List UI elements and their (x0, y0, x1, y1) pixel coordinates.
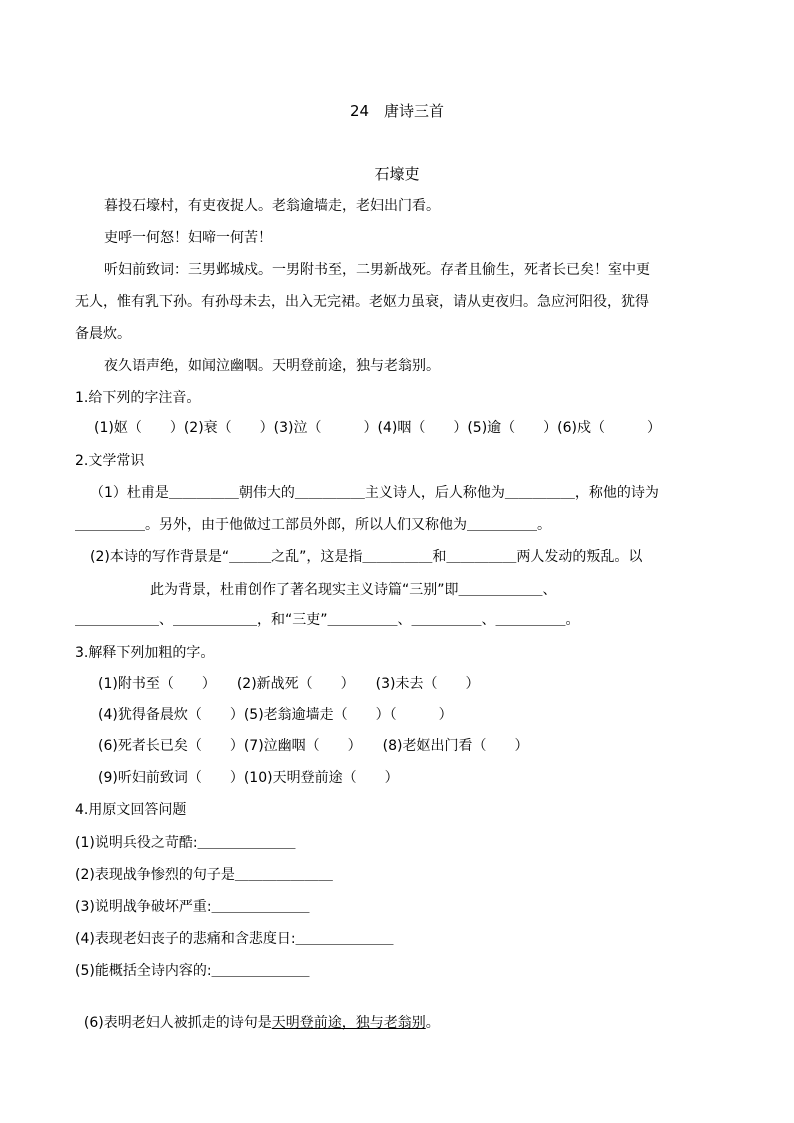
poem-line: 夜久语声绝，如闻泣幽咽。天明登前途，独与老翁别。 (104, 358, 440, 374)
question-1-items: (1)妪（ ）(2)衰（ ）(3)泣（ ）(4)咽（ ）(5)逾（ ）(6)戍（ ） (94, 420, 661, 436)
question-4-line: (1)说明兵役之苛酷:＿＿＿＿＿＿＿ (75, 835, 296, 851)
question-3-line: (1)附书至（ ） (2)新战死（ ） (3)未去（ ） (98, 676, 480, 692)
poem-line: 无人，惟有乳下孙。有孙母未去，出入无完裙。老妪力虽衰，请从吏夜归。急应河阳役，犹得 (75, 294, 649, 310)
question-3-line: (9)听妇前致词（ ）(10)天明登前途（ ） (98, 770, 399, 786)
question-2-heading: 2.文学常识 (75, 453, 145, 469)
question-4-heading: 4.用原文回答问题 (75, 802, 187, 818)
page-title: 24 唐诗三首 (349, 102, 445, 120)
poem-line: 吏呼一何怒！妇啼一何苦！ (104, 230, 272, 246)
question-1-heading: 1.给下列的字注音。 (75, 390, 201, 406)
question-2-line: ＿＿＿＿＿。另外，由于他做过工部员外郎，所以人们又称他为＿＿＿＿＿。 (75, 517, 551, 533)
question-4-line: (2)表现战争惨烈的句子是＿＿＿＿＿＿＿ (75, 867, 333, 883)
question-3-heading: 3.解释下列加粗的字。 (75, 645, 215, 661)
question-4-line: (5)能概括全诗内容的:＿＿＿＿＿＿＿ (75, 963, 310, 979)
question-4-last-line (75, 993, 440, 1033)
question-3-line: (4)犹得备晨炊（ ）(5)老翁逾墙走（ ）（ ） (98, 707, 453, 723)
question-4-line: (4)表现老妇丧子的悲痛和含悲度日:＿＿＿＿＿＿＿ (75, 931, 394, 947)
poem-line: 备晨炊。 (75, 326, 131, 342)
question-4-line: (3)说明战争破坏严重:＿＿＿＿＿＿＿ (75, 899, 310, 915)
question-4-last-prefix: (6)表明老妇人被抓走的诗句是 (83, 1015, 272, 1031)
question-2-line: （1）杜甫是＿＿＿＿＿朝伟大的＿＿＿＿＿主义诗人，后人称他为＿＿＿＿＿，称他的诗为 (90, 485, 659, 501)
question-3-line: (6)死者长已矣（ ）(7)泣幽咽（ ） (8)老妪出门看（ ） (98, 738, 529, 754)
question-2-line: 此为背景，杜甫创作了著名现实主义诗篇“三别”即＿＿＿＿＿＿、 (150, 582, 557, 598)
poem-line: 听妇前致词：三男邺城戍。一男附书至，二男新战死。存者且偷生，死者长已矣！室中更 (104, 262, 650, 278)
question-2-line: ＿＿＿＿＿＿、＿＿＿＿＿＿，和“三吏”＿＿＿＿＿、＿＿＿＿＿、＿＿＿＿＿。 (75, 612, 580, 628)
question-4-last-answer: 天明登前途，独与老翁别 (271, 1015, 426, 1031)
poem-line: 暮投石壕村，有吏夜捉人。老翁逾墙走，老妇出门看。 (104, 198, 440, 214)
question-2-line: (2)本诗的写作背景是“＿＿＿之乱”，这是指＿＿＿＿＿和＿＿＿＿＿两人发动的叛乱。以 (90, 549, 643, 565)
question-4-last-suffix: 。 (425, 1015, 440, 1031)
poem-title: 石壕吏 (374, 165, 420, 183)
